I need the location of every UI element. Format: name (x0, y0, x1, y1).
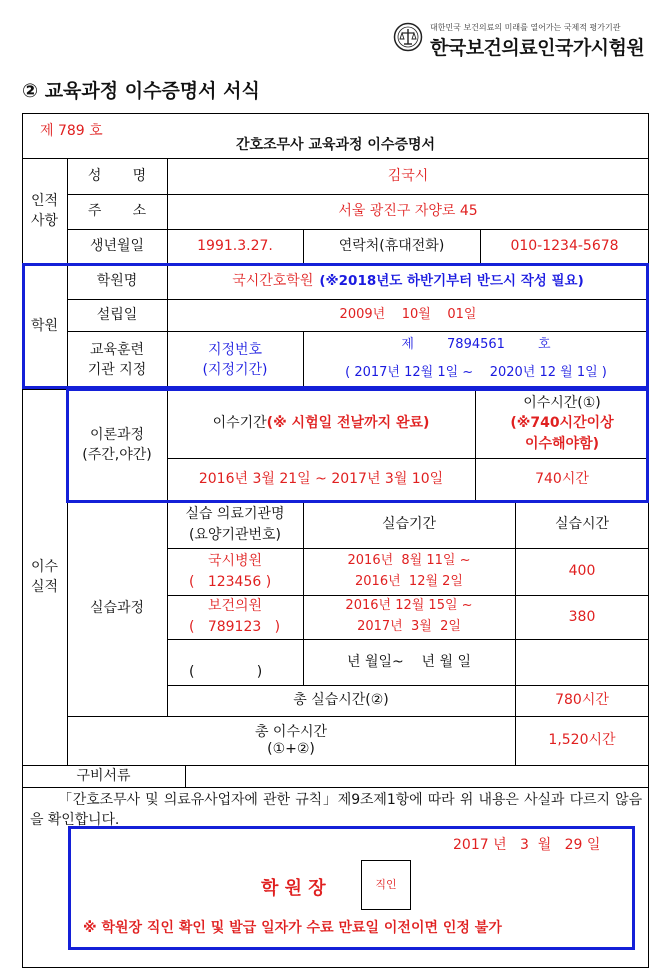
designation-number: 제 7894561 호 (401, 337, 551, 353)
practice-row-2-name: 보건의원 (207, 598, 263, 614)
establishment-value: 2009년 10월 01일 (339, 306, 477, 322)
practice-row-1-code: ( 123456 ) (189, 573, 272, 590)
practice-row-1-name: 국시병원 (207, 552, 263, 569)
practice-total-value: 780시간 (555, 692, 609, 709)
practice-row-2-code: ( 789123 ) (189, 619, 281, 635)
practice-col-hours: 실습시간 (554, 516, 610, 533)
issue-date: 2017 년 3 월 29 일 (453, 837, 601, 853)
practice-row-2-hours: 380 (568, 608, 596, 625)
completion-group-label: 이수 실적 (30, 558, 59, 595)
header-org-name: 한국보건의료인국가시험원 (430, 37, 645, 59)
theory-period-note: (※ 시험일 전날까지 완료) (266, 415, 430, 432)
grand-total-label: 총 이수시간 (①+②) (254, 723, 328, 757)
practice-row-2-institution (167, 595, 303, 639)
phone-label: 연락처(휴대전화) (338, 238, 445, 255)
academy-name-value: 국시간호학원 (232, 273, 314, 290)
academy-highlight-box (22, 263, 649, 389)
name-value: 김국시 (387, 167, 429, 184)
warning-text: ※ 학원장 직인 확인 및 발급 일자가 수료 만료일 이전이면 인정 불가 (83, 920, 502, 936)
director-label: 학 원 장 (261, 878, 326, 899)
practice-col-institution: 실습 의료기관명 (요양기관번호) (185, 506, 285, 543)
designation-period: ( 2017년 12월 1일 ~ 2020년 12 월 1일 ) (345, 365, 607, 381)
name-label: 성 명 (87, 167, 147, 184)
academy-name-label: 학원명 (96, 273, 138, 290)
theory-label: 이론과정 (주간,야간) (82, 426, 152, 463)
statement-text: 「간호조무사 및 의료유사업자에 관한 규칙」제9조제1항에 따라 위 내용은 사실과 다르지 않음을 확인합니다. (30, 792, 642, 829)
dob-label: 생년월일 (89, 238, 145, 255)
practice-row-2-period: 2016년 12월 15일 ~ 2017년 3월 2일 (345, 598, 473, 634)
header-tagline: 대한민국 보건의료의 미래를 열어가는 국제적 평가기관 (430, 23, 621, 32)
org-logo-icon (393, 22, 423, 52)
theory-highlight-box (66, 388, 649, 503)
phone-value: 010-1234-5678 (510, 238, 619, 255)
doc-title: 간호조무사 교육과정 이수증명서 (235, 136, 436, 153)
establishment-label: 설립일 (96, 306, 138, 323)
practice-row-1-institution (167, 548, 303, 595)
practice-total-label: 총 실습시간(②) (293, 692, 389, 709)
practice-label: 실습과정 (89, 600, 145, 617)
address-value: 서울 광진구 자양로 45 (338, 203, 478, 220)
designation-label: 교육훈련 기관 지정 (87, 341, 147, 378)
practice-row-3-code: ( ) (189, 664, 263, 680)
personal-group-label: 인적 사항 (30, 192, 59, 229)
theory-period-label: 이수기간 (212, 415, 267, 432)
theory-hours-label: 이수시간(①) (523, 395, 601, 412)
documents-label: 구비서류 (76, 767, 131, 784)
theory-period-value: 2016년 3월 21일 ~ 2017년 3월 10일 (198, 471, 444, 488)
practice-row-1-hours: 400 (568, 563, 596, 580)
practice-row-3-period: 년 월일~ 년 월 일 (346, 653, 472, 670)
practice-row-3-institution (167, 639, 303, 685)
theory-hours-note: (※740시간이상 이수해야함) (510, 415, 614, 452)
practice-row-3-hours (515, 639, 649, 685)
seal-box: 직인 (361, 860, 411, 910)
academy-group-label: 학원 (30, 318, 59, 335)
doc-number: 제 789 호 (40, 123, 103, 139)
designation-sub: 지정번호 (지정기간) (202, 341, 268, 378)
dob-value: 1991.3.27. (197, 238, 273, 255)
grand-total-value: 1,520시간 (548, 732, 616, 749)
section-title: ② 교육과정 이수증명서 서식 (22, 80, 260, 102)
theory-hours-value: 740시간 (535, 471, 589, 488)
practice-col-period: 실습기간 (381, 516, 437, 533)
address-label: 주 소 (87, 203, 147, 220)
academy-name-note: (※2018년도 하반기부터 반드시 작성 필요) (319, 272, 584, 289)
practice-row-1-period: 2016년 8월 11일 ~ 2016년 12월 2일 (347, 552, 471, 589)
